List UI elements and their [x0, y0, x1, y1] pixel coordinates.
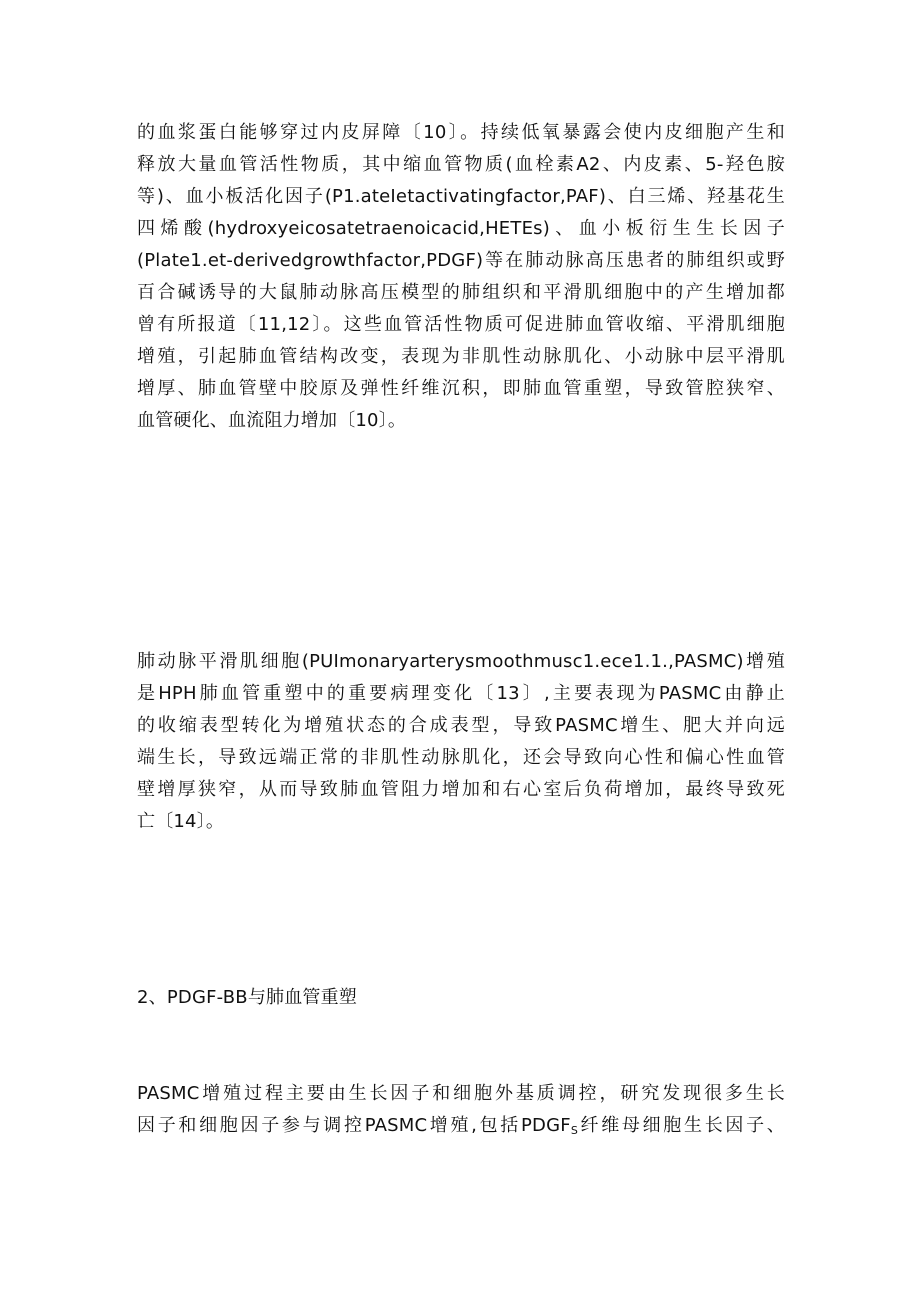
paragraph-line: (Plate1.et-derivedgrowthfactor,PDGF)等在肺动脉高压患者的肺组织或野	[137, 250, 785, 271]
paragraph-line: 百合碱诱导的大鼠肺动脉高压模型的肺组织和平滑肌细胞中的产生增加都	[137, 282, 785, 303]
paragraph-line: PASMC增殖过程主要由生长因子和细胞外基质调控，研究发现很多生长	[137, 1083, 785, 1104]
paragraph-line: 四烯酸(hydroxyeicosatetraenoicacid,HETEs)、血小板衍生生长因子	[137, 218, 785, 239]
section-heading-text: 2、PDGF-BB与肺血管重塑	[137, 987, 358, 1008]
paragraph-line: 血管硬化、血流阻力增加〔10〕。	[137, 410, 407, 431]
paragraph-line	[137, 1110, 785, 1142]
paragraph-line: 曾有所报道〔11,12〕。这些血管活性物质可促进肺血管收缩、平滑肌细胞	[137, 314, 785, 335]
paragraph-line: 亡〔14〕。	[137, 811, 225, 832]
section-heading	[137, 982, 785, 1014]
paragraph-line: 壁增厚狭窄，从而导致肺血管阻力增加和右心室后负荷增加，最终导致死	[137, 779, 785, 800]
paragraph-3	[137, 1078, 785, 1142]
line-text: 因子和细胞因子参与调控PASMC增殖,包括PDGF	[137, 1115, 571, 1136]
paragraph-line: 的血浆蛋白能够穿过内皮屏障〔10〕。持续低氧暴露会使内皮细胞产生和	[137, 122, 785, 143]
paragraph-2	[137, 646, 785, 838]
paragraph-line: 等)、血小板活化因子(P1.ateIetactivatingfactor,PAF)、白三烯、羟基花生	[137, 186, 785, 207]
paragraph-line: 增厚、肺血管壁中胶原及弹性纤维沉积，即肺血管重塑，导致管腔狭窄、	[137, 378, 785, 399]
subscript: S	[570, 1124, 578, 1137]
paragraph-line: 的收缩表型转化为增殖状态的合成表型，导致PASMC增生、肥大并向远	[137, 715, 785, 736]
paragraph-1	[137, 117, 785, 437]
paragraph-line: 肺动脉平滑肌细胞(PUImonaryarterysmoothmusc1.ece1.1.,PASMC)增殖	[137, 651, 785, 672]
paragraph-line: 释放大量血管活性物质，其中缩血管物质(血栓素A2、内皮素、5-羟色胺	[137, 154, 785, 175]
paragraph-line: 是HPH肺血管重塑中的重要病理变化〔13〕,主要表现为PASMC由静止	[137, 683, 785, 704]
line-text-tail: 纤维母细胞生长因子、	[578, 1115, 785, 1136]
paragraph-line: 端生长，导致远端正常的非肌性动脉肌化，还会导致向心性和偏心性血管	[137, 747, 785, 768]
paragraph-line: 增殖，引起肺血管结构改变，表现为非肌性动脉肌化、小动脉中层平滑肌	[137, 346, 785, 367]
